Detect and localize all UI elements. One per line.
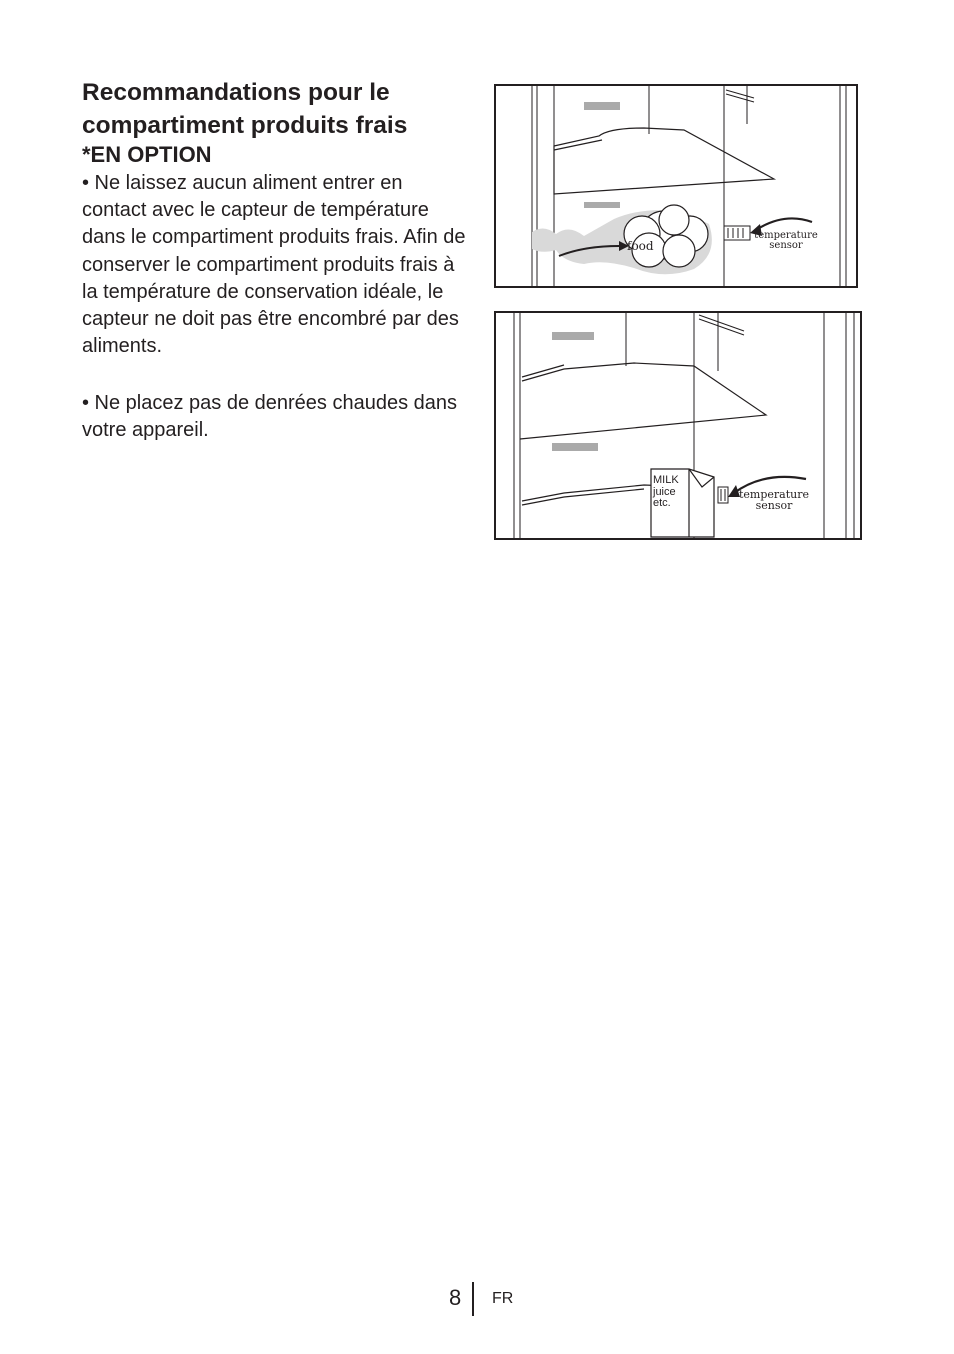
sensor-label-line1: temperature [754, 230, 818, 241]
bullet-hot-food: • Ne placez pas de denrées chaudes dans votre appareil. [82, 392, 458, 442]
sensor-label-line1: temperature [738, 488, 810, 501]
temperature-sensor-2 [718, 487, 728, 503]
fridge-carton-sensor-illustration [494, 311, 863, 541]
fridge-food-sensor-illustration [494, 84, 859, 288]
section-title: Recommandations pour le compartiment produits frais [82, 79, 408, 139]
option-label: *EN OPTION [82, 142, 212, 167]
carton-label-juice: juice [653, 486, 676, 498]
food-label: food [627, 239, 654, 253]
bullet-sensor-contact: • Ne laissez aucun aliment entrer en contact avec le capteur de température dans le compartiment produits frais. Afin de conserver le compartiment produits frais à la température de conservation idéale, le capteur ne doit pas être encombré par des aliments. [82, 172, 466, 358]
sensor-label-line2: sensor [769, 240, 803, 251]
carton-label-milk: MILK [653, 474, 679, 486]
sensor-label-line2: sensor [755, 499, 793, 512]
temperature-sensor-1 [724, 226, 750, 240]
page-number: 8 [449, 1285, 462, 1310]
language-code: FR [492, 1290, 514, 1307]
carton-label-etc: etc. [653, 497, 671, 509]
footer-divider [472, 1282, 474, 1316]
